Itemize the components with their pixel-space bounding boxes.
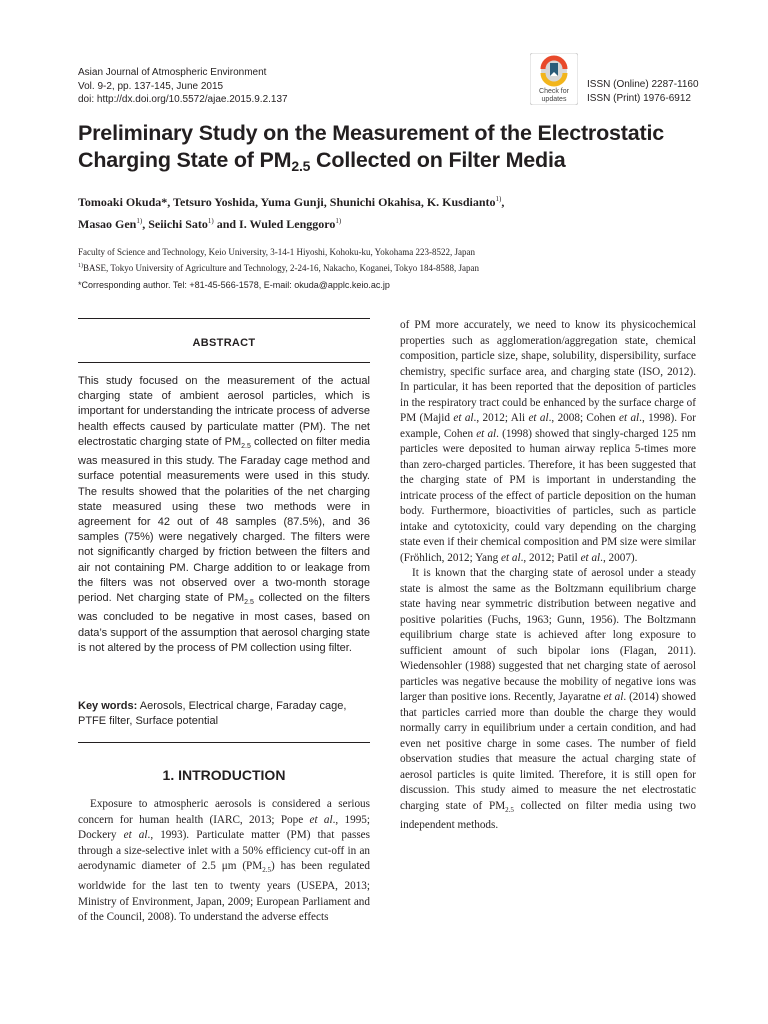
abstract-heading-rule [78, 362, 370, 363]
abstract-part-1: This study focused on the measurement of the actual charging state of ambient aerosol particles, which is important for understanding the intricate process of adverse health effects caused by particulate matter (PM). The net electrostatic charging state of PM [78, 375, 370, 448]
affiliation-2-text: BASE, Tokyo University of Agriculture and Technology, 2-24-16, Nakacho, Koganei, Tokyo 184-8588, Japan [83, 263, 479, 273]
r-p1-t4: ., 1998). For example, Cohen [400, 412, 696, 440]
title-line-1: Preliminary Study on the Measurement of the Electrostatic [78, 121, 664, 145]
r-p1-i5: et al [501, 551, 521, 564]
journal-doi[interactable]: doi: http://dx.doi.org/10.5572/ajae.2015.9.2.137 [78, 94, 288, 105]
journal-header [78, 66, 478, 107]
title-line-2 [78, 147, 718, 180]
intro-left-t2: ., 1995; Dockery [78, 813, 371, 842]
abstract-sub-2: 2.5 [244, 599, 254, 607]
r-p1-i1: et al [453, 412, 474, 424]
author-affil-sup: 1) [207, 217, 214, 225]
title-line-2-post: Collected on Filter Media [310, 148, 566, 172]
r-p1-t5: . (1998) showed that singly-charged 125 nm particles were deposited to human airway replica 5-times more than zero-charged particles. Therefore, it has been suggested that the charging state of PM is important in understanding the intricate process of the effect of particle deposition on the human body. Furthermore, bioactivities of particles, such as particle intake and cytotoxicity, could vary depending on the charging state even if their chemical composition and PM size were similar (Fröhlich, 2012; Yang [400, 427, 697, 564]
r-p2-i1: et al [603, 691, 624, 703]
intro-left-i1: et al [309, 813, 333, 826]
authors-line-1-text: Tomoaki Okuda*, Tetsuro Yoshida, Yuma Gunji, Shunichi Okahisa, K. Kusdianto [78, 195, 496, 209]
intro-left-t3: ., 1993). Particulate matter (PM) that passes through a size-selective inlet with a 50% efficiency cut-off in an aerodynamic diameter of 2.5 μm (PM [78, 829, 370, 873]
r-p1-i6: et al [580, 551, 601, 564]
authors-line-2 [78, 212, 698, 234]
r-p2-t2: . (2014) showed that particles carried more than double the charge they would normally carry in equilibrium under a certain condition, and had even net positive charge in some cases. The number of field observation studies that measure the actual charging state of aerosol particles is quite limited. Therefore, it is still open for discussion. This study aimed to measure the net electrostatic charging state of PM [400, 691, 696, 812]
intro-right-paragraph-1 [400, 318, 696, 566]
r-p1-i2: et al [528, 412, 549, 424]
keywords-text: Aerosols, Electrical charge, Faraday cage, PTFE filter, Surface potential [78, 700, 347, 728]
r-p1-t6: ., 2012; Patil [520, 551, 581, 564]
r-p1-t3: ., 2008; Cohen [548, 412, 620, 424]
check-for-updates-icon [530, 53, 578, 105]
corresponding-author: *Corresponding author. Tel: +81-45-566-1578, E-mail: okuda@applc.keio.ac.jp [78, 280, 390, 290]
abstract-sub-1: 2.5 [241, 443, 251, 450]
author-affil-sup: 1) [495, 195, 502, 203]
abstract-top-rule [78, 318, 370, 319]
abstract-bottom-rule [78, 742, 370, 743]
affiliations [78, 245, 698, 275]
r-p1-t1: of PM more accurately, we need to know its physicochemical properties such as agglomeration/aggregation state, chemical composition, particle size, shape, solubility, dispersibility, surface chemistry, specific surface area, and charging state (ISO, 2012). In particular, it has been reported that the deposition of particles in the respiratory tract could be enhanced by the surface charge of PM (Majid [400, 319, 696, 424]
introduction-heading: 1. INTRODUCTION [162, 767, 286, 783]
issn-print: ISSN (Print) 1976-6912 [587, 92, 691, 104]
keywords [78, 699, 370, 729]
keywords-label: Key words: [78, 700, 138, 712]
authors-line-1-end: , [501, 195, 505, 209]
intro-left-column [78, 797, 370, 926]
abstract-part-3: collected on the filters was concluded to be negative in most cases, based on data’s support of the assumption that aerosol charging state is not altered by the process of PM collection using filter. [78, 592, 371, 654]
abstract-body [78, 374, 370, 656]
issn-online: ISSN (Online) 2287-1160 [587, 79, 699, 90]
badge-text-line2: updates [541, 96, 567, 103]
paper-title [78, 120, 718, 180]
check-for-updates-badge[interactable] [530, 53, 578, 105]
author-affil-sup: 1) [136, 217, 143, 225]
title-subscript: 2.5 [291, 158, 311, 174]
journal-name: Asian Journal of Atmospheric Environment [78, 67, 267, 78]
r-p1-i3: et al [619, 412, 640, 424]
r-p1-t2: ., 2012; Ali [473, 412, 529, 424]
affiliation-2-sup: 1) [78, 263, 83, 269]
author-lenggoro: and I. Wuled Lenggoro [213, 217, 336, 231]
title-line-2-pre: Charging State of PM [78, 148, 292, 172]
intro-left-t1: Exposure to atmospheric aerosols is considered a serious concern for human health (IARC, 2013; Pope [78, 798, 370, 826]
r-p2-t1: It is known that the charging state of aerosol under a steady state is almost the same as the Boltzmann equilibrium charge state having near symmetric distribution between negative and positive polarities (Fuchs, 1963; Gunn, 1956). The Boltzmann equilibrium charge state is achieved after long exposure to sufficient amount of such bipolar ions (Flagan, 2011). Wiedensohler (1988) suggested that net charging state of aerosol particles was negative because the mobility of negative ions was larger than positive ions. Recently, Jayaratne [400, 567, 696, 703]
intro-left-sub1: 2.5 [262, 866, 271, 875]
r-p1-t7: ., 2007). [600, 551, 638, 564]
badge-text-line1: Check for [539, 88, 569, 95]
authors-line-1 [78, 190, 698, 212]
intro-right-paragraph-2 [400, 566, 696, 834]
author-list [78, 190, 698, 234]
affiliation-1: Faculty of Science and Technology, Keio University, 3-14-1 Hiyoshi, Kohoku-ku, Yokohama 223-8522, Japan [78, 247, 475, 257]
intro-left-i2: et al [123, 829, 148, 842]
affiliation-2 [78, 259, 698, 275]
r-p2-sub: 2.5 [505, 805, 514, 814]
issn-block [587, 78, 699, 105]
journal-volume: Vol. 9-2, pp. 137-145, June 2015 [78, 80, 224, 92]
abstract-heading: ABSTRACT [192, 337, 256, 349]
intro-left-t4: ) has been regulated worldwide for the last ten to twenty years (USEPA, 2013; Ministry of Environment, Japan, 2009; European Parliament and of the Council, 2008). To understand the adverse effects [78, 860, 370, 924]
r-p1-i4: et al [476, 427, 497, 440]
r-p2-t3: collected on filter media using two independent methods. [400, 799, 696, 832]
abstract-part-2: collected on filter media was measured in this study. The Faraday cage method and surface potential measurements were used in this study. The results showed that the polarities of the net charging state measured using these two methods were in agreement for 42 out of 48 samples (87.5%), and 36 samples (75%) were negatively charged. The filters were not significantly charged by friction between the filters and air not containing PM. Charge addition to or leakage from the filters was not observed over a two-month storage period. Net charging state of PM [78, 435, 370, 605]
author-sato: , Seiichi Sato [142, 217, 208, 231]
intro-right-column [400, 318, 696, 834]
author-affil-sup: 1) [335, 217, 342, 225]
author-gen: Masao Gen [78, 217, 137, 231]
